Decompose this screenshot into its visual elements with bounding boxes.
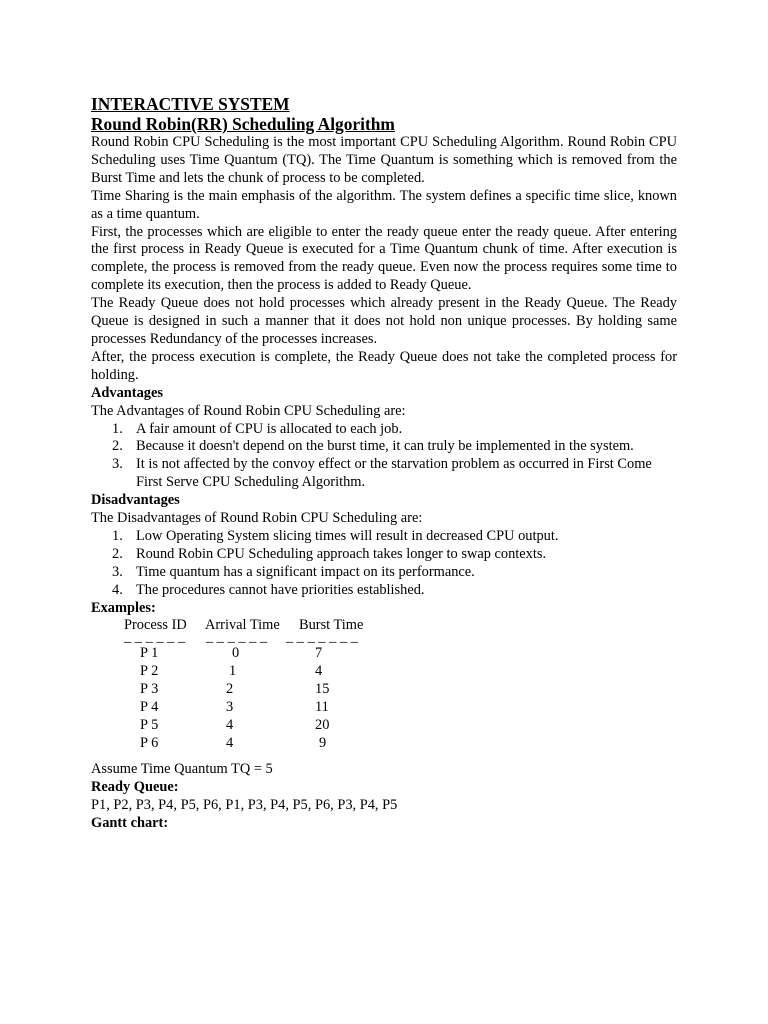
document-page: [91, 94, 677, 833]
table-cell: 4: [226, 735, 234, 752]
advantages-heading: Advantages: [91, 384, 163, 401]
gantt-chart-heading: Gantt chart:: [91, 815, 169, 832]
table-cell: P 3: [140, 681, 159, 698]
table-cell: 0: [232, 645, 240, 662]
ready-queue-sequence: P1, P2, P3, P4, P5, P6, P1, P3, P4, P5, P6, P3, P4, P5: [91, 797, 398, 814]
table-cell: 9: [319, 735, 327, 752]
list-text: Because it doesn't depend on the burst time, it can truly be implemented in the system.: [136, 438, 634, 455]
table-separator: _ _ _ _ _ _: [206, 629, 268, 646]
table-cell: 7: [315, 645, 323, 662]
table-cell: 2: [226, 681, 234, 698]
list-number: 1.: [112, 420, 123, 437]
section-title: INTERACTIVE SYSTEM: [91, 94, 290, 114]
list-item: [91, 438, 677, 456]
list-text: A fair amount of CPU is allocated to each job.: [136, 420, 403, 437]
disadvantages-intro: The Disadvantages of Round Robin CPU Scheduling are:: [91, 510, 423, 527]
table-header: Process ID: [124, 617, 187, 634]
list-item: [91, 582, 677, 600]
list-number: 3.: [112, 563, 123, 580]
list-text: Round Robin CPU Scheduling approach takes longer to swap contexts.: [136, 545, 547, 562]
list-number: 3.: [112, 456, 123, 473]
advantages-list: [91, 421, 677, 493]
list-item: [91, 528, 677, 546]
list-text: Time quantum has a significant impact on its performance.: [136, 563, 475, 580]
table-cell: 15: [315, 681, 330, 698]
list-item: [91, 564, 677, 582]
algorithm-title: Round Robin(RR) Scheduling Algorithm: [91, 114, 395, 134]
table-separator: _ _ _ _ _ _: [124, 629, 186, 646]
table-separator: _ _ _ _ _ _ _: [286, 629, 358, 646]
advantages-intro: The Advantages of Round Robin CPU Scheduling are:: [91, 402, 406, 419]
list-item: [91, 421, 677, 439]
list-text: The procedures cannot have priorities established.: [136, 581, 425, 598]
table-cell: 3: [226, 699, 234, 716]
table-cell: 20: [315, 717, 330, 734]
table-cell: 11: [315, 699, 329, 716]
table-cell: P 6: [140, 735, 159, 752]
time-quantum-assumption: Assume Time Quantum TQ = 5: [91, 761, 273, 778]
paragraph-intro: Round Robin CPU Scheduling is the most important CPU Scheduling Algorithm. Round Robin CPU Scheduling uses Time Quantum (TQ). The Time Quantum is something which is removed from the Burst Time and lets the chunk of process to be completed.: [91, 134, 677, 186]
table-cell: 1: [229, 663, 237, 680]
ready-queue-heading: Ready Queue:: [91, 779, 179, 796]
paragraph-completion: After, the process execution is complete, the Ready Queue does not take the completed process for holding.: [91, 348, 677, 383]
list-item: [91, 546, 677, 564]
disadvantages-heading: Disadvantages: [91, 492, 180, 509]
table-cell: 4: [315, 663, 323, 680]
process-table: [91, 617, 677, 761]
paragraph-ready-queue: The Ready Queue does not hold processes which already present in the Ready Queue. The Ready Queue is designed in such a manner that it does not hold non unique processes. By holding same processes Redundancy of the processes increases.: [91, 295, 677, 347]
table-cell: P 1: [140, 645, 159, 662]
list-text: Low Operating System slicing times will result in decreased CPU output.: [136, 527, 559, 544]
list-number: 1.: [112, 527, 123, 544]
list-text: It is not affected by the convoy effect or the starvation problem as occurred in First Come First Serve CPU Scheduling Algorithm.: [136, 456, 652, 491]
paragraph-time-sharing: Time Sharing is the main emphasis of the algorithm. The system defines a specific time slice, known as a time quantum.: [91, 187, 677, 222]
table-cell: P 5: [140, 717, 159, 734]
table-header: Arrival Time: [205, 617, 280, 634]
list-item: [91, 456, 677, 492]
table-cell: 4: [226, 717, 234, 734]
table-cell: P 2: [140, 663, 159, 680]
list-number: 4.: [112, 581, 123, 598]
table-header: Burst Time: [299, 617, 364, 634]
table-cell: P 4: [140, 699, 159, 716]
list-number: 2.: [112, 438, 123, 455]
list-number: 2.: [112, 545, 123, 562]
paragraph-process-flow: First, the processes which are eligible to enter the ready queue enter the ready queue. After entering the first process in Ready Queue is executed for a Time Quantum chunk of time. After execution is complete, the process is removed from the ready queue. Even now the process requires some time to complete its execution, then the process is added to Ready Queue.: [91, 223, 677, 294]
disadvantages-list: [91, 528, 677, 600]
examples-heading: Examples:: [91, 599, 156, 616]
